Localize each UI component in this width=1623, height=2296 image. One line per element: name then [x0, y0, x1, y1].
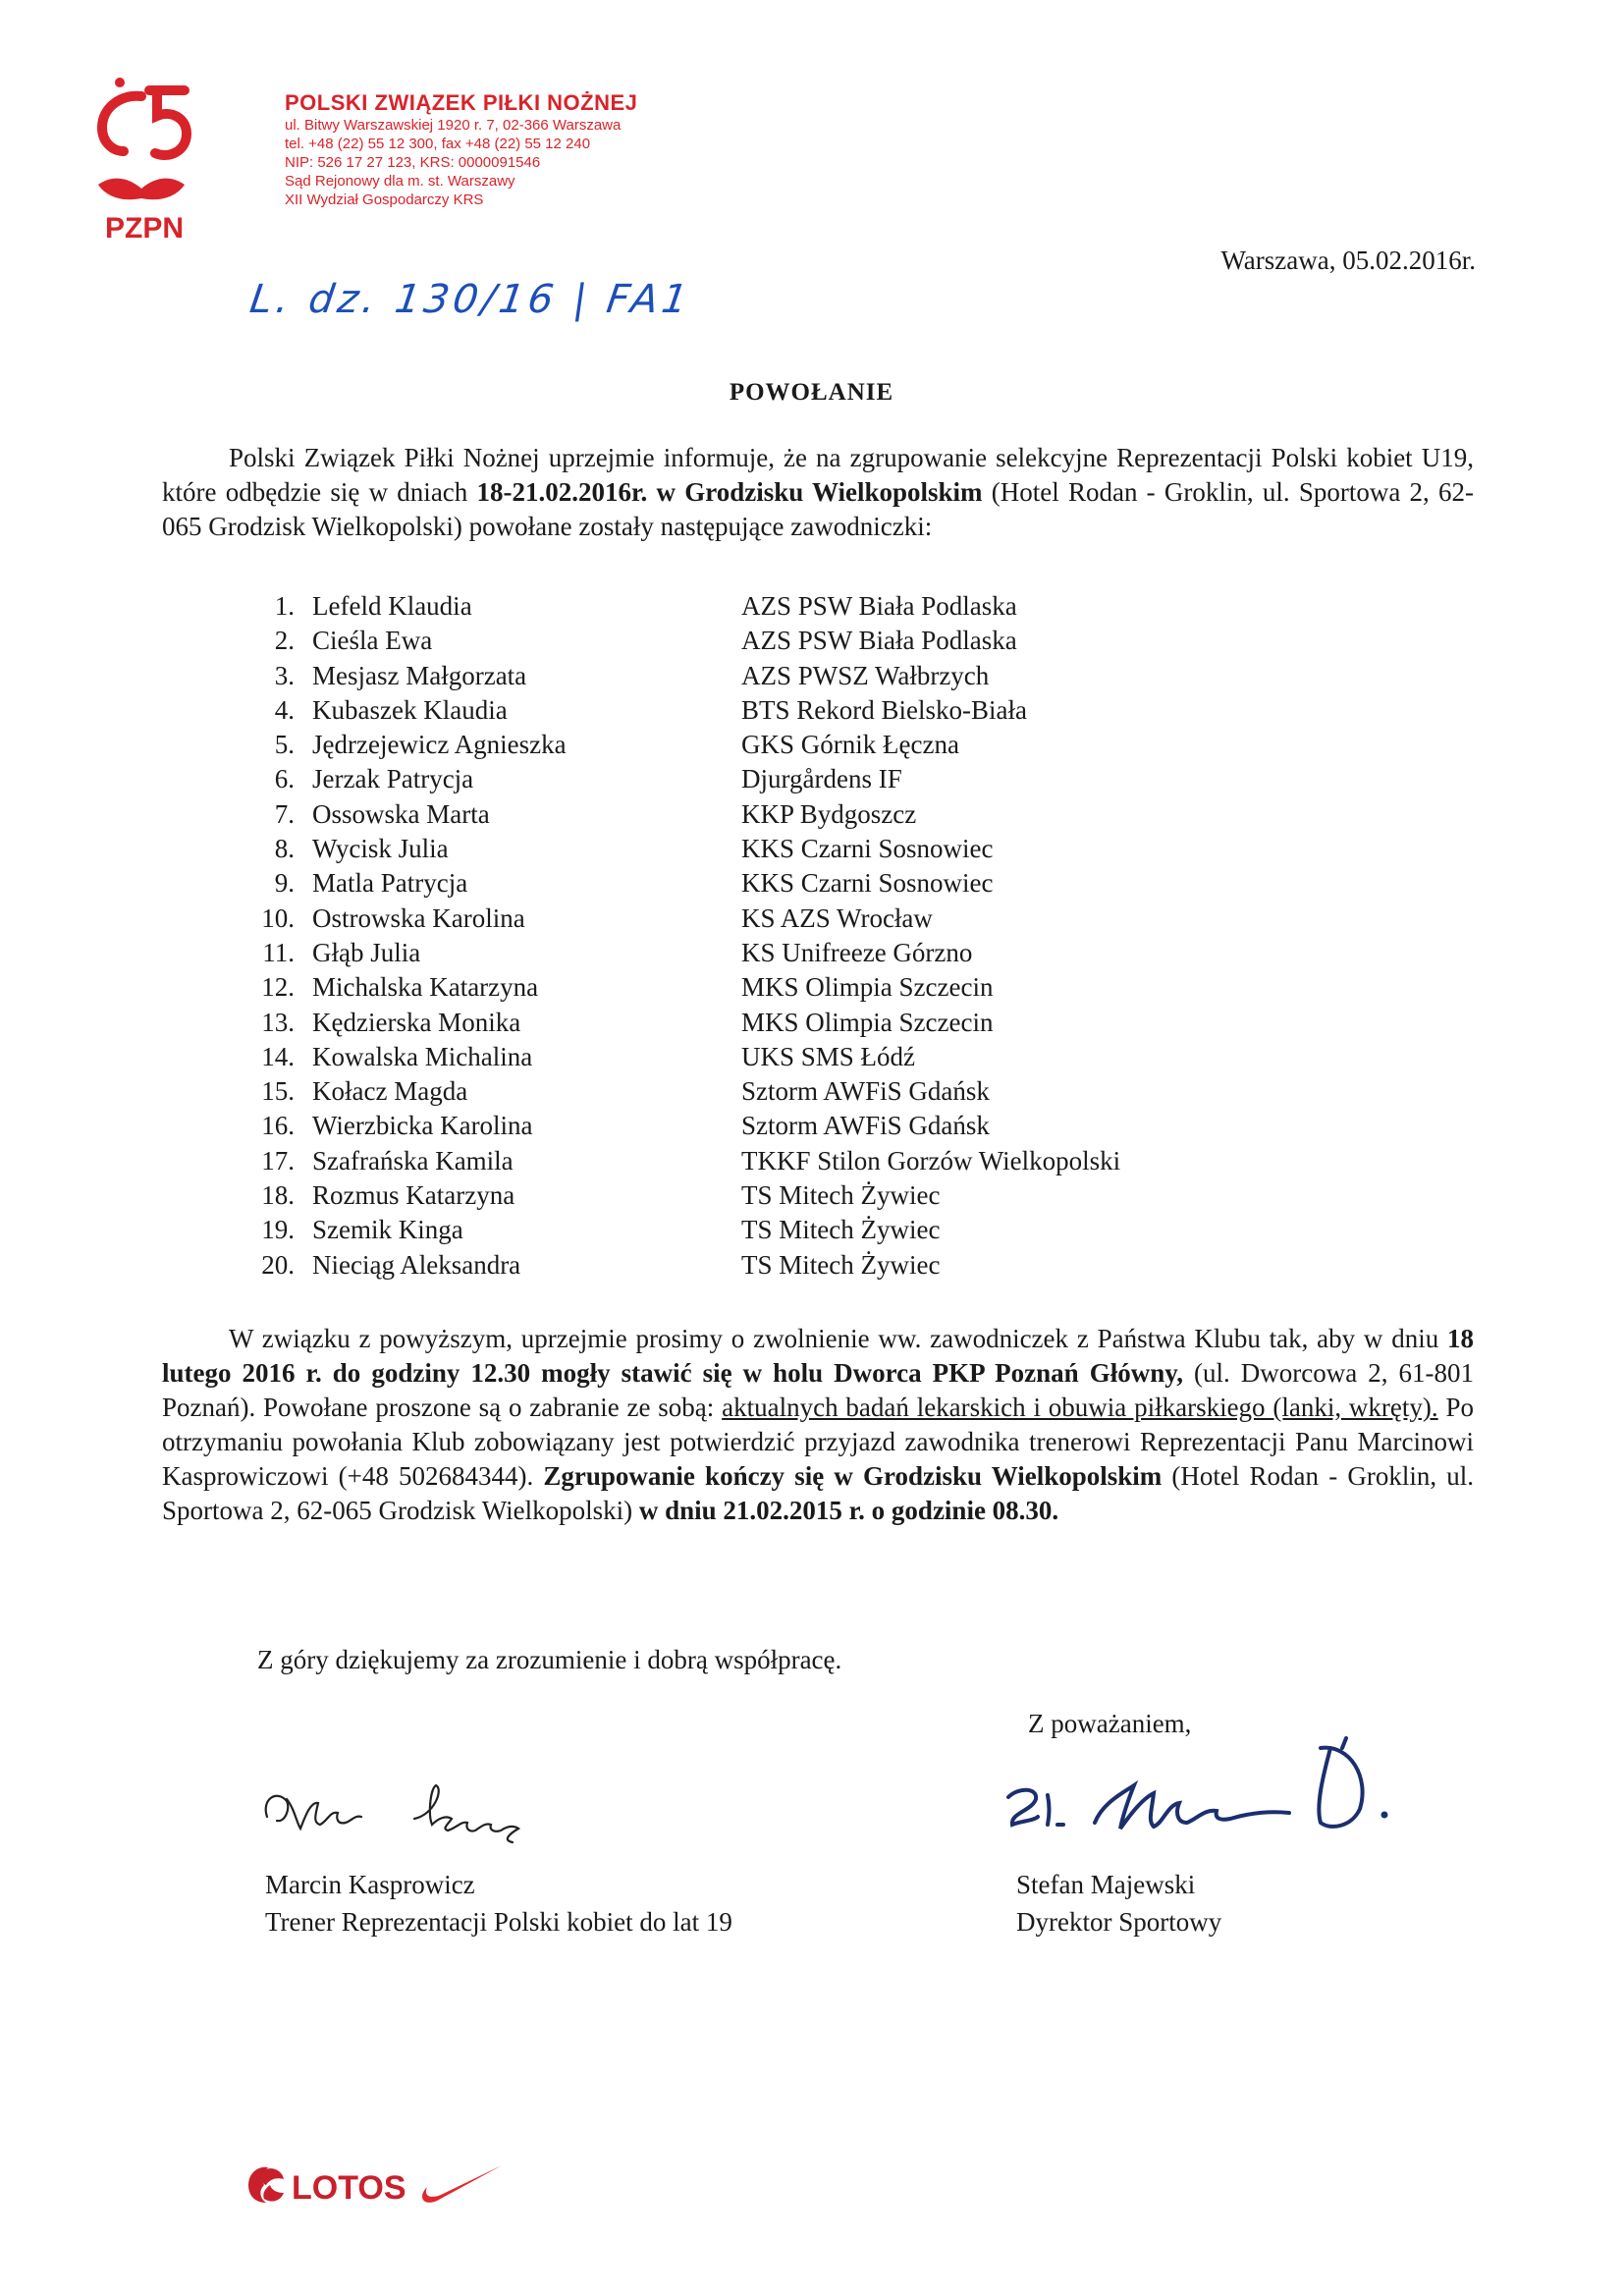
player-club: TS Mitech Żywiec — [741, 1215, 941, 1245]
signer-right-name: Stefan Majewski — [1016, 1870, 1196, 1899]
org-name: POLSKI ZWIĄZEK PIŁKI NOŻNEJ — [285, 90, 638, 115]
pzpn-logo — [81, 69, 208, 246]
player-club: AZS PWSZ Wałbrzych — [741, 660, 990, 690]
player-club: Sztorm AWFiS Gdańsk — [741, 1111, 990, 1141]
player-row — [236, 1040, 1316, 1074]
instructions-bold-end-date: w dniu 21.02.2015 r. o godzinie 08.30. — [638, 1496, 1059, 1525]
org-tax-ids: NIP: 526 17 27 123, KRS: 0000091546 — [285, 154, 541, 171]
player-row — [236, 1074, 1316, 1109]
player-row — [236, 866, 1316, 901]
player-name: Szemik Kinga — [312, 1215, 463, 1245]
player-club: MKS Olimpia Szczecin — [741, 1007, 994, 1037]
player-number: 14. — [261, 1041, 295, 1071]
player-name: Kołacz Magda — [312, 1076, 468, 1107]
player-row — [236, 624, 1316, 658]
player-name: Szafrańska Kamila — [312, 1145, 514, 1175]
player-number: 6. — [274, 764, 295, 794]
player-club: Sztorm AWFiS Gdańsk — [741, 1076, 990, 1107]
player-name: Ostrowska Karolina — [312, 902, 525, 933]
player-number: 16. — [261, 1111, 295, 1141]
player-number: 13. — [261, 1007, 295, 1037]
player-club: KS Unifreeze Górzno — [741, 937, 973, 967]
player-name: Głąb Julia — [312, 937, 421, 967]
player-row — [236, 693, 1316, 728]
player-club: TS Mitech Żywiec — [741, 1180, 941, 1211]
letter-date: Warszawa, 05.02.2016r. — [1220, 246, 1476, 275]
player-row — [236, 728, 1316, 762]
player-row — [236, 1109, 1316, 1143]
player-name: Michalska Katarzyna — [312, 972, 539, 1003]
signer-right — [1016, 1866, 1221, 1941]
player-name: Wycisk Julia — [312, 834, 449, 864]
player-club: KKP Bydgoszcz — [741, 798, 917, 829]
player-number: 17. — [261, 1145, 295, 1175]
player-number: 10. — [261, 902, 295, 933]
player-club: KS AZS Wrocław — [741, 902, 933, 933]
player-name: Jędrzejewicz Agnieszka — [312, 730, 567, 760]
player-club: AZS PSW Biała Podlaska — [741, 626, 1017, 656]
player-row — [236, 589, 1316, 624]
document-heading: POWOŁANIE — [729, 379, 894, 406]
player-club: AZS PSW Biała Podlaska — [741, 591, 1017, 621]
player-row — [236, 832, 1316, 866]
player-number: 19. — [261, 1215, 295, 1245]
thanks-line: Z góry dziękujemy za zrozumienie i dobrą współpracę. — [257, 1645, 842, 1674]
org-court-dept: XII Wydział Gospodarczy KRS — [285, 191, 484, 208]
player-name: Nieciąg Aleksandra — [312, 1249, 521, 1280]
signer-right-title: Dyrektor Sportowy — [1016, 1907, 1222, 1937]
player-club: KKS Czarni Sosnowiec — [741, 868, 994, 899]
player-row — [236, 1144, 1316, 1178]
player-club: MKS Olimpia Szczecin — [741, 972, 994, 1003]
player-row — [236, 797, 1316, 832]
player-name: Kowalska Michalina — [312, 1041, 533, 1071]
players-list — [236, 589, 1316, 1283]
player-club: UKS SMS Łódź — [741, 1041, 916, 1071]
intro-paragraph — [162, 441, 1474, 544]
player-name: Rozmus Katarzyna — [312, 1180, 515, 1211]
instructions-paragraph — [162, 1322, 1474, 1528]
player-club: KKS Czarni Sosnowiec — [741, 834, 994, 864]
org-court: Sąd Rejonowy dla m. st. Warszawy — [285, 173, 515, 190]
player-number: 12. — [261, 972, 295, 1003]
player-club: GKS Górnik Łęczna — [741, 730, 959, 760]
signer-left-name: Marcin Kasprowicz — [265, 1870, 475, 1899]
instructions-text-4: (Hotel Rodan - Groklin, ul. Sportowa 2, 62-065 Grodzisk Wielkopolski) — [162, 1461, 1474, 1525]
nike-swoosh-icon — [422, 2165, 502, 2203]
player-club: BTS Rekord Bielsko-Biała — [741, 694, 1027, 725]
player-number: 9. — [274, 868, 295, 899]
signature-left — [247, 1777, 581, 1846]
player-row — [236, 1006, 1316, 1040]
player-name: Wierzbicka Karolina — [312, 1111, 533, 1141]
player-name: Matla Patrycja — [312, 868, 468, 899]
player-row — [236, 970, 1316, 1005]
instructions-bold-meeting: 18 lutego 2016 r. do godziny 12.30 mogły stawić się w holu Dworca PKP Poznań Główny, — [162, 1324, 1474, 1388]
player-number: 3. — [274, 660, 295, 690]
pzpn-logo-text: PZPN — [104, 212, 185, 245]
lotos-logo-text: LOTOS — [292, 2169, 406, 2207]
intro-bold-dates: 18-21.02.2016r. w Grodzisku Wielkopolskim — [476, 477, 983, 507]
player-row — [236, 902, 1316, 936]
lotos-logo — [248, 2167, 406, 2207]
player-name: Mesjasz Małgorzata — [312, 660, 527, 690]
player-row — [236, 1213, 1316, 1247]
player-row — [236, 762, 1316, 796]
player-name: Kędzierska Monika — [312, 1007, 521, 1037]
instructions-text-3: Po otrzymaniu powołania Klub zobowiązany jest potwierdzić przyjazd zawodnika trenerowi Reprezentacji Panu Marcinowi Kasprowiczowi (+48 502684344). — [162, 1393, 1474, 1491]
player-number: 4. — [274, 694, 295, 725]
player-row — [236, 936, 1316, 970]
player-number: 20. — [261, 1249, 295, 1280]
player-number: 1. — [274, 591, 295, 621]
signer-left-title: Trener Reprezentacji Polski kobiet do lat 19 — [265, 1907, 732, 1937]
player-club: TS Mitech Żywiec — [741, 1249, 941, 1280]
intro-text-2: (Hotel Rodan - Groklin, ul. Sportowa 2, 62-065 Grodzisk Wielkopolski) powołane zostały następujące zawodniczki: — [162, 477, 1474, 541]
player-name: Cieśla Ewa — [312, 626, 433, 656]
player-name: Ossowska Marta — [312, 798, 490, 829]
player-row — [236, 1178, 1316, 1213]
player-row — [236, 659, 1316, 693]
player-number: 7. — [274, 798, 295, 829]
player-number: 15. — [261, 1076, 295, 1107]
player-club: Djurgårdens IF — [741, 764, 902, 794]
org-phone: tel. +48 (22) 55 12 300, fax +48 (22) 55 12 240 — [285, 136, 591, 152]
instructions-bold-end: Zgrupowanie kończy się w Grodzisku Wielkopolskim — [543, 1461, 1163, 1491]
player-club: TKKF Stilon Gorzów Wielkopolski — [741, 1145, 1121, 1175]
player-name: Jerzak Patrycja — [312, 764, 474, 794]
player-number: 5. — [274, 730, 295, 760]
player-name: Kubaszek Klaudia — [312, 694, 508, 725]
player-number: 11. — [262, 937, 295, 967]
player-number: 2. — [274, 626, 295, 656]
signer-left — [265, 1866, 732, 1941]
instructions-underlined-items: aktualnych badań lekarskich i obuwia piłkarskiego (lanki, wkręty). — [722, 1393, 1438, 1422]
letterhead — [285, 90, 637, 209]
intro-text-1: Polski Związek Piłki Nożnej uprzejmie informuje, że na zgrupowanie selekcyjne Reprezentacji Polski kobiet U19, które odbędzie się w dniach — [162, 443, 1474, 507]
signature-right — [997, 1728, 1409, 1856]
org-address: ul. Bitwy Warszawskiej 1920 r. 7, 02-366 Warszawa — [285, 117, 622, 134]
sponsor-logos — [241, 2156, 535, 2214]
player-row — [236, 1248, 1316, 1283]
player-number: 18. — [261, 1180, 295, 1211]
closing-salutation: Z poważaniem, — [1028, 1709, 1192, 1738]
instructions-text-1: W związku z powyższym, uprzejmie prosimy o zwolnienie ww. zawodniczek z Państwa Klubu tak, aby w dniu — [229, 1324, 1447, 1353]
handwritten-reference: L. dz. 130/16 | FA1 — [246, 277, 694, 322]
player-number: 8. — [274, 834, 295, 864]
instructions-text-2: (ul. Dworcowa 2, 61-801 Poznań). Powołane proszone są o zabranie ze sobą: — [162, 1358, 1474, 1422]
player-name: Lefeld Klaudia — [312, 591, 472, 621]
